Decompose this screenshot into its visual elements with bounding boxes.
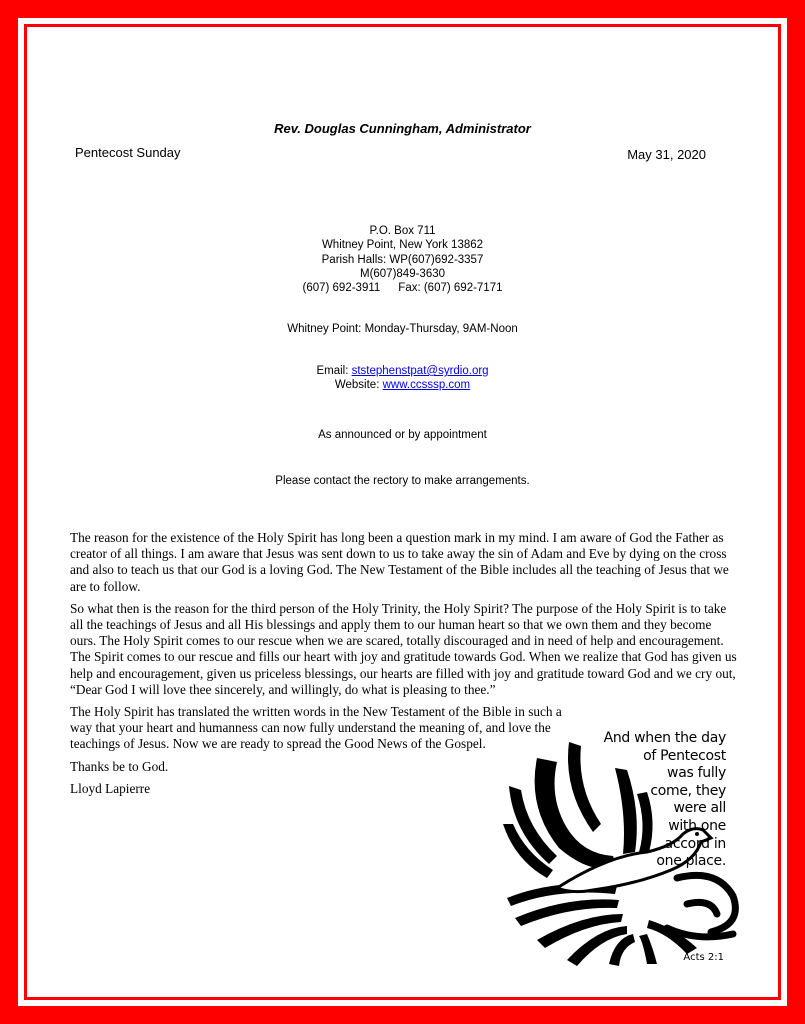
scripture-line-4: come, they <box>650 782 726 799</box>
scripture-quote <box>596 730 726 871</box>
po-box: P.O. Box 711 <box>369 225 436 237</box>
paragraph-3: The Holy Spirit has translated the written words in the New Testament of the Bible in such a way that your heart and humanness can now fully understand the meaning of, and love the teachings of Jesus. Now we are ready to spread the Good News of the Gospel. <box>70 704 562 752</box>
scripture-line-7: accord in <box>664 835 726 852</box>
administrator-line: Rev. Douglas Cunningham, Administrator <box>274 121 531 136</box>
scripture-line-2: of Pentecost <box>643 747 726 764</box>
thanks-line: Thanks be to God. <box>70 758 169 774</box>
online-contact <box>0 364 805 393</box>
parish-halls-phone: Parish Halls: WP(607)692-3357 <box>321 253 484 266</box>
scripture-line-3: was fully <box>667 765 726 782</box>
email-link[interactable]: ststephenstpat@syrdio.org <box>351 365 489 377</box>
bulletin-date: May 31, 2020 <box>627 147 706 162</box>
scripture-line-6: with one <box>668 817 726 834</box>
email-label: Email: <box>316 365 349 377</box>
scripture-line-8: one place. <box>656 853 726 870</box>
appointment-note: As announced or by appointment <box>318 429 487 441</box>
occasion-label: Pentecost Sunday <box>75 145 181 160</box>
email-line <box>0 364 805 378</box>
signature: Lloyd Lapierre <box>70 780 151 796</box>
paragraph-1: The reason for the existence of the Holy Spirit has long been a question mark in my mind. I am aware of God the Father as creator of all things. I am aware that Jesus was sent down to us to take away the sin of Adam and Eve by dying on the cross and also to teach us that our God is a loving God. The New Testament of the Bible includes all the teaching of Jesus that we are to follow. <box>70 530 729 594</box>
scripture-line-1: And when the day <box>603 730 726 746</box>
contact-block <box>0 224 805 295</box>
m-phone: M(607)849-3630 <box>359 267 446 280</box>
arrangements-note: Please contact the rectory to make arrangements. <box>275 475 530 487</box>
scripture-reference: Acts 2:1 <box>683 952 724 963</box>
city-address: Whitney Point, New York 13862 <box>321 239 484 252</box>
office-hours: Whitney Point: Monday-Thursday, 9AM-Noon <box>287 323 518 335</box>
scripture-line-5: were all <box>673 800 726 817</box>
website-line <box>0 378 805 392</box>
paragraph-2: So what then is the reason for the third person of the Holy Trinity, the Holy Spirit? The purpose of the Holy Spirit is to take all the teachings of Jesus and all His blessings and apply them to our human heart so that we own them and they become ours. The Holy Spirit comes to our rescue when we are scared, totally discouraged and in need of help and encouragement. The Spirit comes to our rescue and fills our heart with joy and gratitude towards God. When we realize that God has given us help and encouragement, given us priceless blessings, our hearts are filled with joy and gratitude toward God and we cry out, “Dear God I will love thee sincerely, and willingly, do what is pleasing to thee.” <box>70 600 737 697</box>
website-label: Website: <box>334 379 380 392</box>
phone-fax-line <box>0 281 805 295</box>
fax-number: Fax: (607) 692-7171 <box>398 282 503 295</box>
office-phone: (607) 692-3911 <box>302 282 381 295</box>
website-link[interactable]: www.ccsssp.com <box>382 379 471 392</box>
